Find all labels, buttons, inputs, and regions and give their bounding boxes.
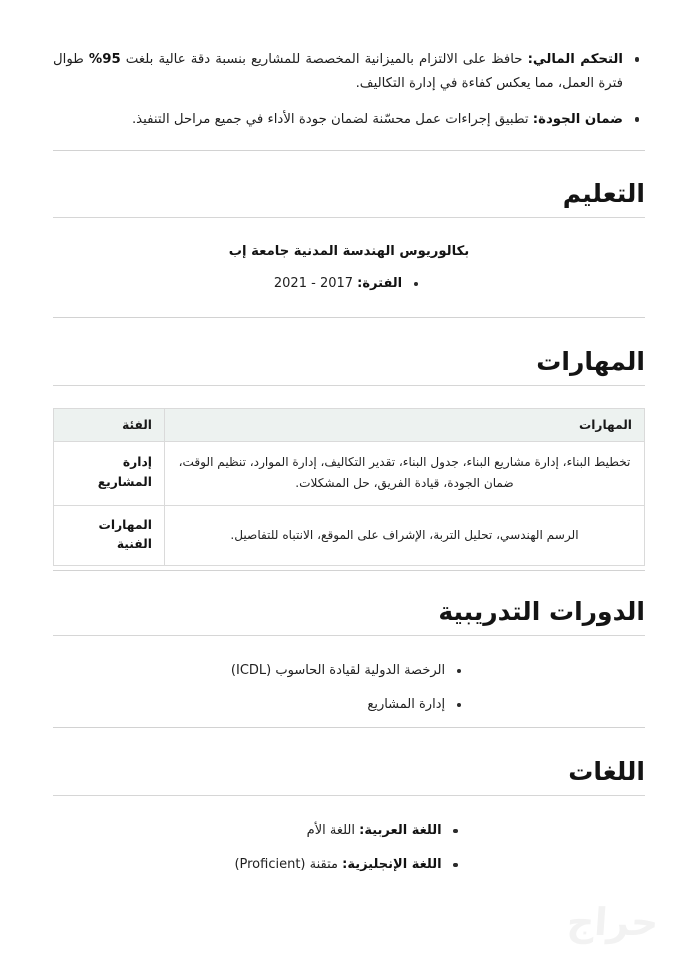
skills-cell-skills: تخطيط البناء، إدارة مشاريع البناء، جدول البناء، تقدير التكاليف، إدارة الموارد، تنظيم الوقت، ضمان الجودة، قيادة الفريق، حل المشكلات. [165, 441, 645, 505]
section-divider [53, 570, 645, 571]
section-divider [53, 727, 645, 728]
language-item [234, 820, 463, 842]
list-item: الرخصة الدولية لقيادة الحاسوب (ICDL) [231, 660, 467, 682]
courses-list-wrap [53, 660, 645, 729]
education-period-label: الفترة: [357, 275, 403, 291]
skills-table [53, 408, 645, 567]
language-label: اللغة الإنجليزية: [342, 856, 442, 872]
language-value: اللغة الأم [306, 822, 360, 838]
languages-section [53, 758, 645, 888]
skills-section [53, 348, 645, 566]
language-item [234, 854, 463, 876]
education-details-list [53, 273, 645, 295]
intro-bullet-text-after: طوال فترة العمل، مما يعكس كفاءة في إدارة التكاليف. [53, 52, 623, 91]
education-period-item [274, 273, 424, 295]
skills-column-header-category: الفئة [54, 408, 165, 441]
education-title: التعليم [562, 179, 645, 208]
skills-table-body [54, 441, 645, 566]
section-divider [53, 150, 645, 151]
education-period-value: 2017 - 2021 [273, 275, 358, 291]
education-section [53, 180, 645, 295]
table-row [54, 441, 645, 505]
list-item: إدارة المشاريع [231, 694, 467, 716]
skills-column-header-skills: المهارات [165, 408, 645, 441]
intro-bullet-item [53, 48, 645, 95]
skills-table-head [54, 408, 645, 441]
education-title-rule [53, 217, 645, 218]
languages-title-rule [53, 795, 645, 796]
section-divider [53, 317, 645, 318]
skills-cell-category: المهارات الفنية [54, 505, 165, 566]
languages-list-wrap [53, 820, 645, 889]
intro-bullet-label: ضمان الجودة: [532, 112, 623, 128]
skills-title: المهارات [536, 347, 645, 376]
skills-cell-category: إدارة المشاريع [54, 441, 165, 505]
intro-bullet-item [53, 108, 645, 132]
skills-table-header-row [54, 408, 645, 441]
languages-title: اللغات [568, 757, 645, 786]
watermark-logo: حراج [565, 900, 660, 944]
education-degree: بكالوريوس الهندسة المدنية جامعة إب [228, 243, 470, 259]
skills-title-rule [53, 385, 645, 386]
education-bullet-list [274, 273, 424, 295]
intro-bullet-text: حافظ على الالتزام بالميزانية المخصصة للمشاريع بنسبة دقة عالية بلغت [120, 52, 528, 67]
intro-bullet-list [53, 48, 645, 132]
courses-section [53, 598, 645, 728]
courses-bullet-list [231, 660, 467, 729]
intro-bullet-text: تطبيق إجراءات عمل محسّنة لضمان جودة الأداء في جميع مراحل التنفيذ. [131, 112, 533, 128]
courses-title-rule [53, 635, 645, 636]
intro-bullet-highlight: 95% [88, 52, 121, 67]
skills-cell-skills: الرسم الهندسي، تحليل التربة، الإشراف على الموقع، الانتباه للتفاصيل. [165, 505, 645, 566]
language-label: اللغة العربية: [359, 822, 442, 838]
language-value: متقنة (Proficient) [234, 856, 343, 872]
intro-bullets-section [53, 48, 645, 145]
table-row [54, 505, 645, 566]
intro-bullet-label: التحكم المالي: [527, 52, 623, 67]
courses-title: الدورات التدريبية [438, 597, 645, 626]
languages-bullet-list [234, 820, 463, 889]
